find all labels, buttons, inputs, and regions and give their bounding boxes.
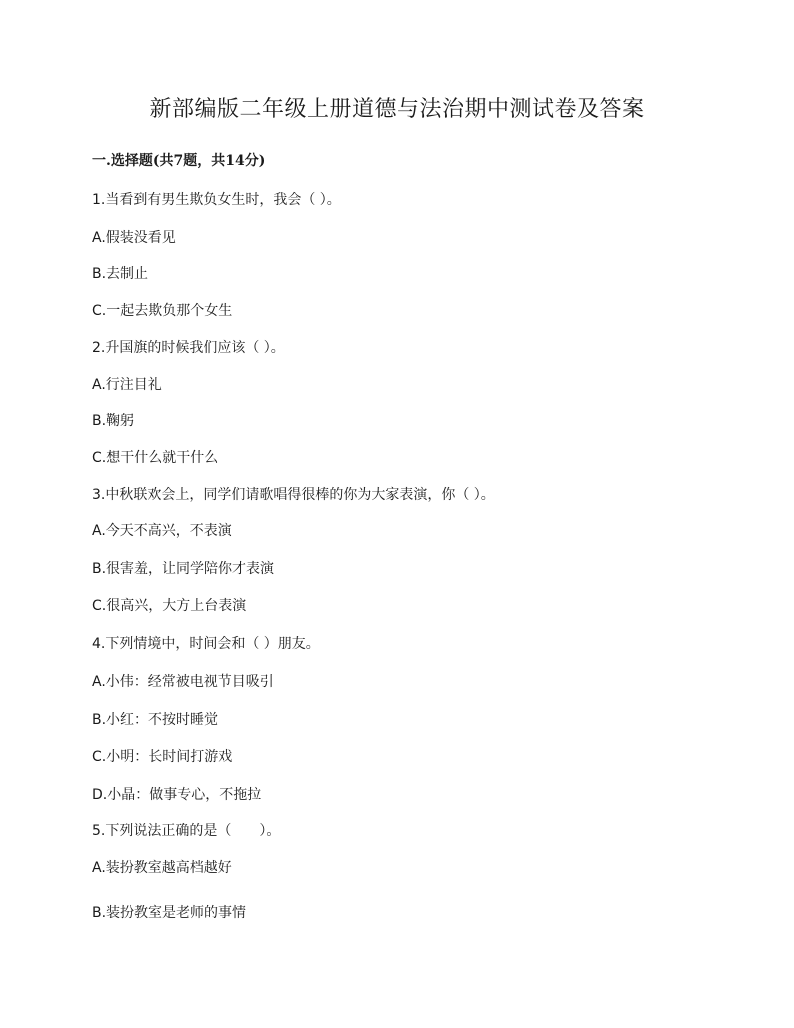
question-2: 2.升国旗的时候我们应该（ ）。 <box>92 340 285 356</box>
option-2a: A.行注目礼 <box>92 377 162 393</box>
option-4c: C.小明：长时间打游戏 <box>92 749 233 765</box>
option-4d: D.小晶：做事专心，不拖拉 <box>92 787 262 803</box>
option-2c: C.想干什么就干什么 <box>92 450 219 466</box>
document-title: 新部编版二年级上册道德与法治期中测试卷及答案 <box>149 97 645 122</box>
option-1b: B.去制止 <box>92 266 149 282</box>
question-3: 3.中秋联欢会上，同学们请歌唱得很棒的你为大家表演，你（ ）。 <box>92 487 495 503</box>
option-5a: A.装扮教室越高档越好 <box>92 860 232 876</box>
option-1c: C.一起去欺负那个女生 <box>92 303 233 319</box>
option-4b: B.小红：不按时睡觉 <box>92 712 219 728</box>
question-5: 5.下列说法正确的是（ ）。 <box>92 823 281 839</box>
option-2b: B.鞠躬 <box>92 413 135 429</box>
option-3b: B.很害羞，让同学陪你才表演 <box>92 561 275 577</box>
option-3a: A.今天不高兴，不表演 <box>92 523 232 539</box>
option-3c: C.很高兴，大方上台表演 <box>92 598 247 614</box>
question-4: 4.下列情境中，时间会和（ ）朋友。 <box>92 636 320 652</box>
option-1a: A.假装没看见 <box>92 230 176 246</box>
option-4a: A.小伟：经常被电视节目吸引 <box>92 674 274 690</box>
section-heading: 一.选择题(共7题，共14分) <box>92 153 266 169</box>
question-1: 1.当看到有男生欺负女生时，我会（ ）。 <box>92 192 341 208</box>
option-5b: B.装扮教室是老师的事情 <box>92 905 247 921</box>
